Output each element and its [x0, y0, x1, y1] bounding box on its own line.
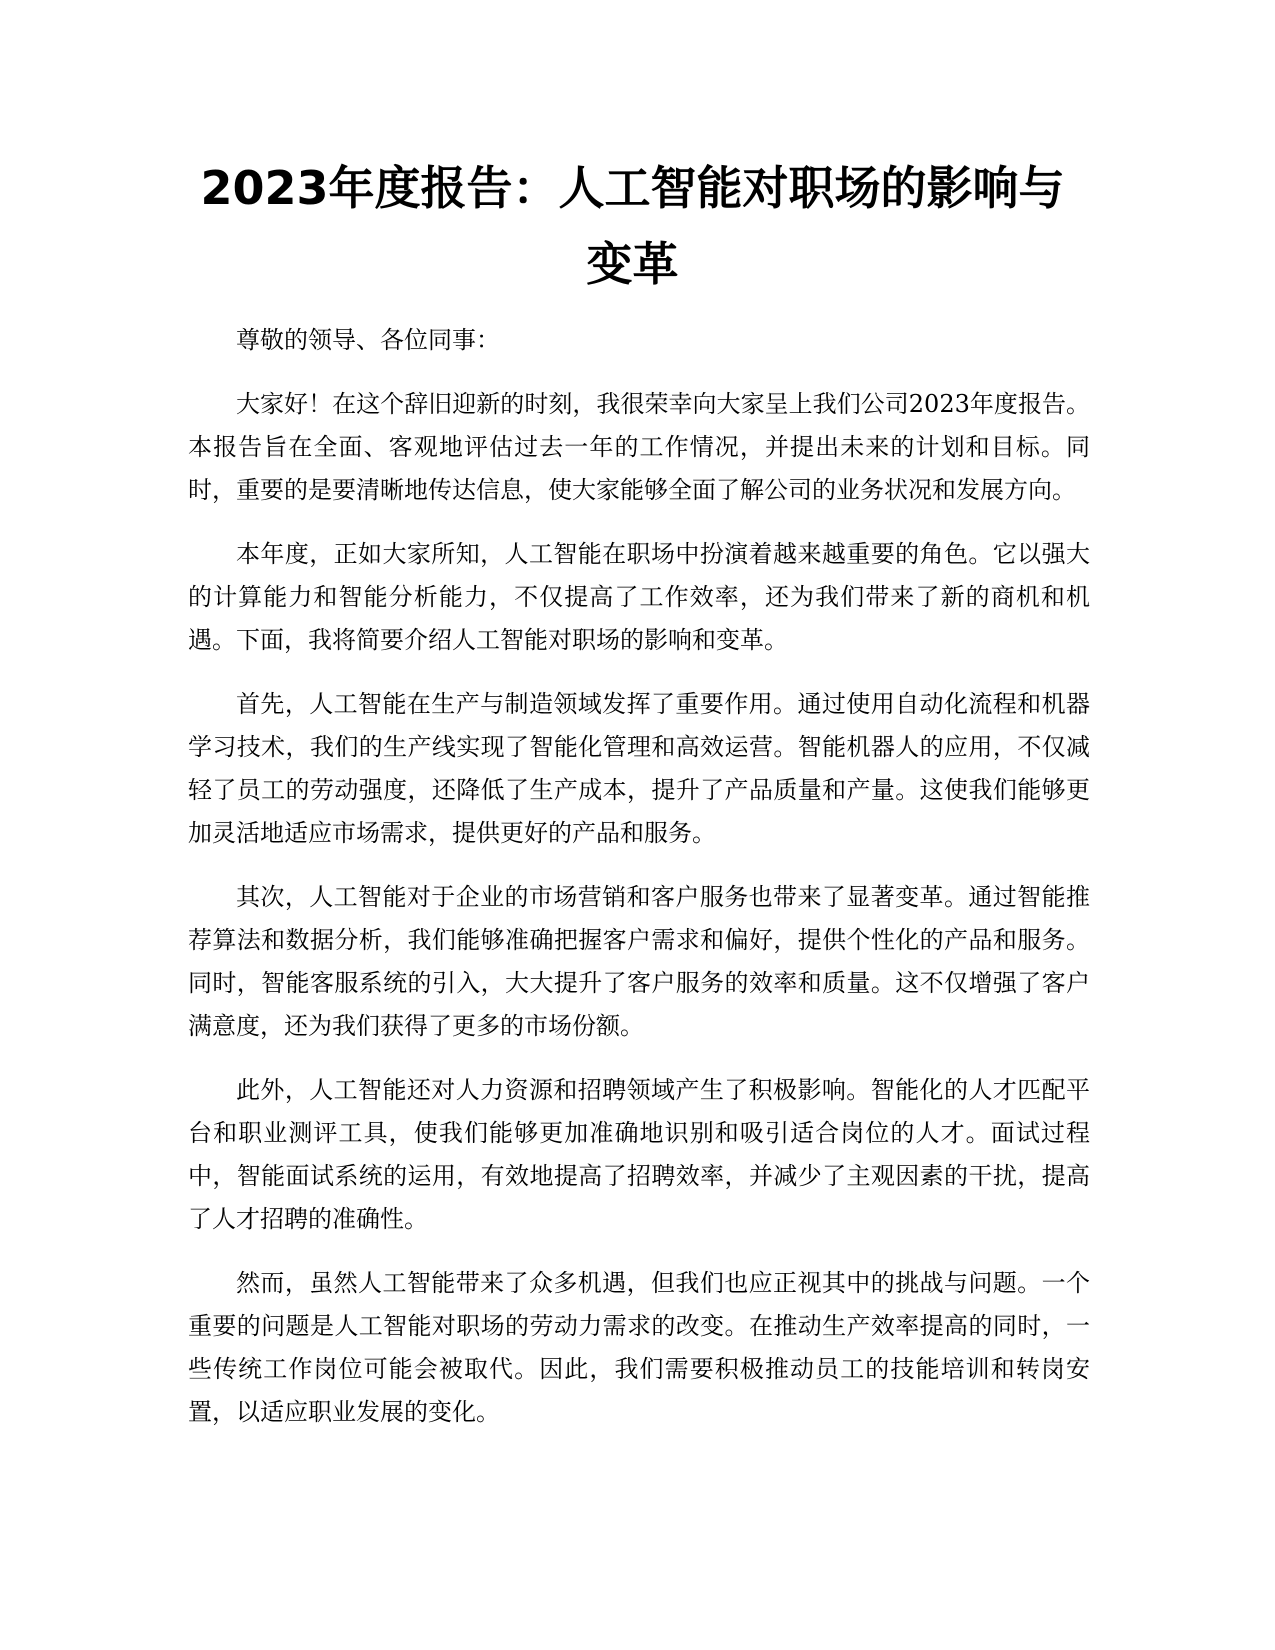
salutation: 尊敬的领导、各位同事： — [236, 326, 500, 354]
paragraph-marketing: 其次，人工智能对于企业的市场营销和客户服务也带来了显著变革。通过智能推荐算法和数据分析，我们能够准确把握客户需求和偏好，提供个性化的产品和服务。同时，智能客服系统的引入，大大提升了客户服务的效率和质量。这不仅增强了客户满意度，还为我们获得了更多的市场份额。 — [188, 883, 1090, 1040]
document-body — [188, 319, 1090, 1455]
paragraph-manufacturing: 首先，人工智能在生产与制造领域发挥了重要作用。通过使用自动化流程和机器学习技术，我们的生产线实现了智能化管理和高效运营。智能机器人的应用，不仅减轻了员工的劳动强度，还降低了生产成本，提升了产品质量和产量。这使我们能够更加灵活地适应市场需求，提供更好的产品和服务。 — [188, 690, 1090, 847]
document-title: 2023年度报告：人工智能对职场的影响与变革 — [200, 161, 1065, 291]
paragraph-challenges: 然而，虽然人工智能带来了众多机遇，但我们也应正视其中的挑战与问题。一个重要的问题是人工智能对职场的劳动力需求的改变。在推动生产效率提高的同时，一些传统工作岗位可能会被取代。因此，我们需要积极推动员工的技能培训和转岗安置，以适应职业发展的变化。 — [188, 1269, 1090, 1426]
paragraph-greeting: 大家好！在这个辞旧迎新的时刻，我很荣幸向大家呈上我们公司2023年度报告。本报告旨在全面、客观地评估过去一年的工作情况，并提出未来的计划和目标。同时，重要的是要清晰地传达信息，使大家能够全面了解公司的业务状况和发展方向。 — [188, 390, 1090, 504]
paragraph-ai-role: 本年度，正如大家所知，人工智能在职场中扮演着越来越重要的角色。它以强大的计算能力和智能分析能力，不仅提高了工作效率，还为我们带来了新的商机和机遇。下面，我将简要介绍人工智能对职场的影响和变革。 — [188, 540, 1090, 654]
paragraph-hr: 此外，人工智能还对人力资源和招聘领域产生了积极影响。智能化的人才匹配平台和职业测评工具，使我们能够更加准确地识别和吸引适合岗位的人才。面试过程中，智能面试系统的运用，有效地提高了招聘效率，并减少了主观因素的干扰，提高了人才招聘的准确性。 — [188, 1076, 1090, 1233]
